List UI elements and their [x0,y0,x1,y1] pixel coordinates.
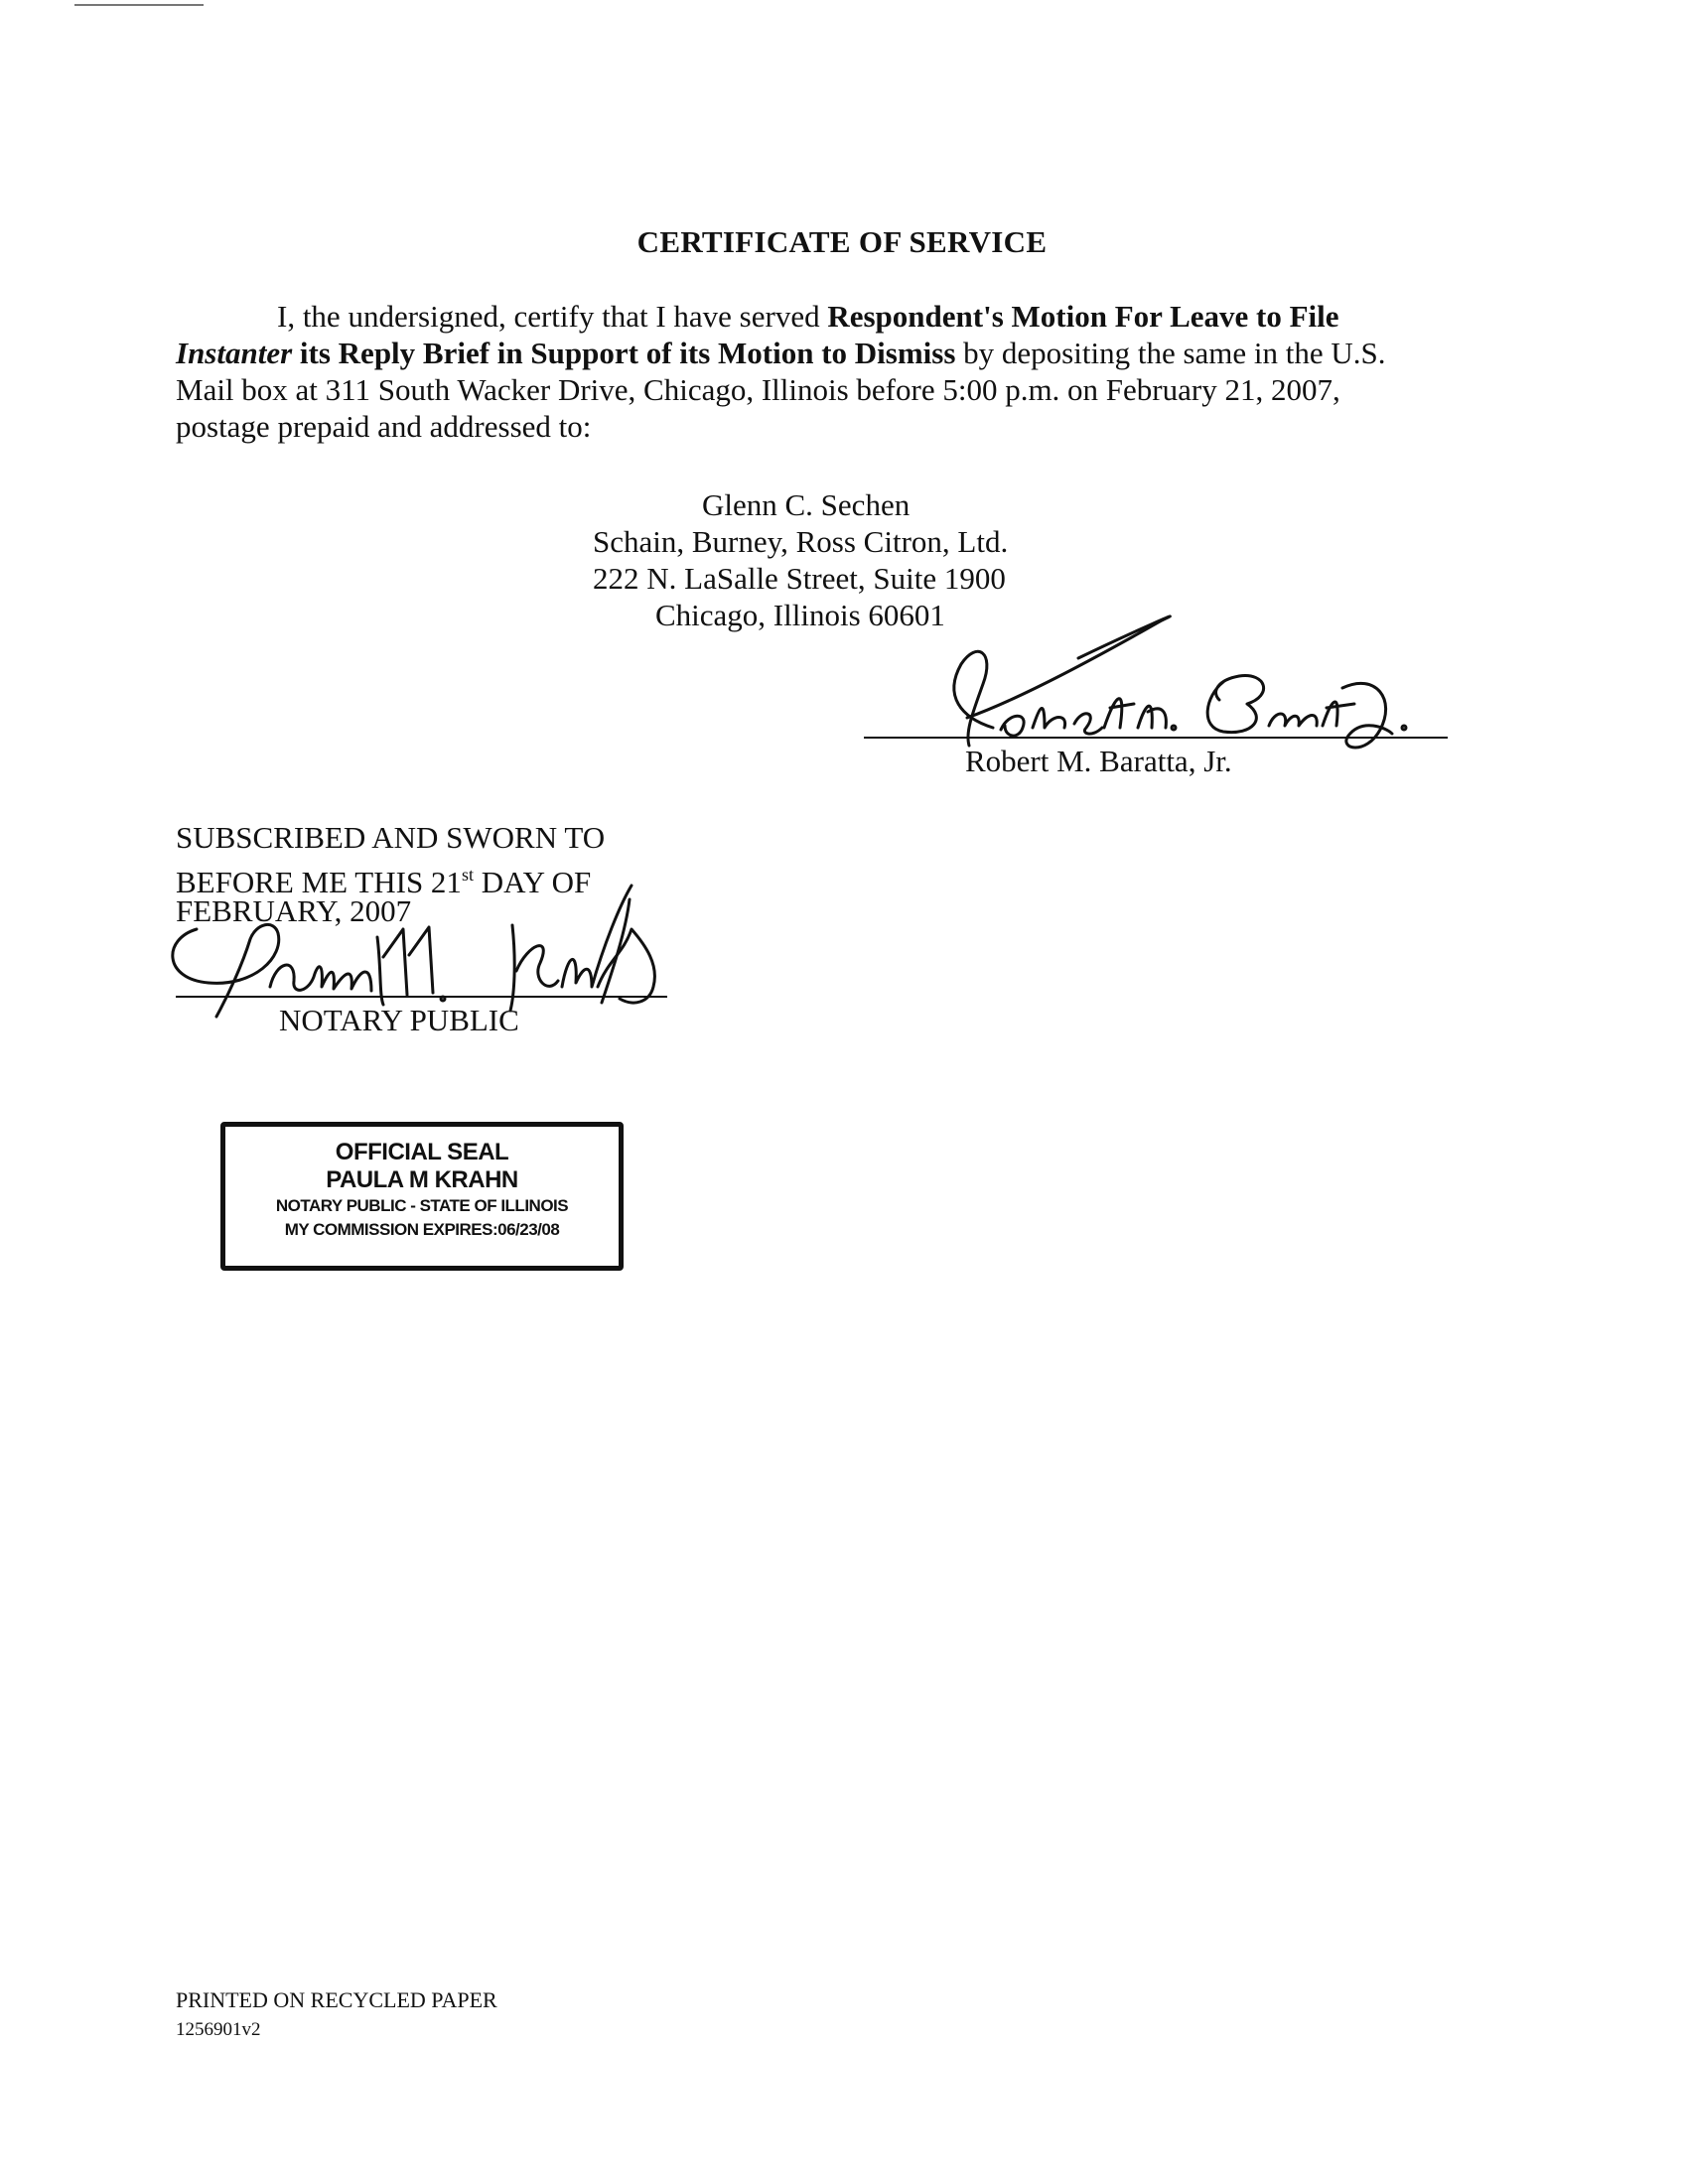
jurat-line-2-end: DAY OF [473,865,592,899]
signer-name: Robert M. Baratta, Jr. [965,744,1232,778]
certification-paragraph [176,298,1427,445]
jurat-line-3: FEBRUARY, 2007 [176,893,412,928]
recipient-city: Chicago, Illinois 60601 [655,598,945,632]
document-title-part1: Respondent's Motion For Leave to File [827,299,1339,334]
document-title-part3: its Reply Brief in Support of its Motion to Dismiss [292,336,956,370]
page-title: CERTIFICATE OF SERVICE [636,224,1048,259]
jurat-day-suffix: st [461,865,474,885]
official-seal-stamp [220,1122,624,1271]
intro-text: I, the undersigned, certify that I have served [277,299,828,334]
recycled-paper-notice: PRINTED ON RECYCLED PAPER [176,1987,497,2012]
signature-line-baratta [864,737,1448,739]
document-title-part2: Instanter [176,336,293,370]
recipient-firm: Schain, Burney, Ross Citron, Ltd. [593,524,1009,559]
recipient-street: 222 N. LaSalle Street, Suite 1900 [593,561,1006,596]
signature-line-notary [176,996,667,998]
top-rule [74,4,204,6]
notary-label: NOTARY PUBLIC [279,1003,519,1037]
seal-state-line: NOTARY PUBLIC - STATE OF ILLINOIS [275,1196,569,1215]
jurat-line-1: SUBSCRIBED AND SWORN TO [176,820,606,855]
document-id: 1256901v2 [176,2019,261,2040]
seal-title: OFFICIAL SEAL [335,1139,509,1165]
jurat-line-2-start: BEFORE ME THIS 21 [176,865,462,899]
service-details-text: by depositing the same in the U.S. Mail box at 311 South Wacker Drive, Chicago, Illinois before 5:00 p.m. on February 21, 2007, postage prepaid and addressed to: [176,336,1386,444]
recipient-name: Glenn C. Sechen [702,487,911,522]
seal-expiration-line: MY COMMISSION EXPIRES:06/23/08 [284,1220,560,1239]
seal-notary-name: PAULA M KRAHN [326,1166,518,1193]
